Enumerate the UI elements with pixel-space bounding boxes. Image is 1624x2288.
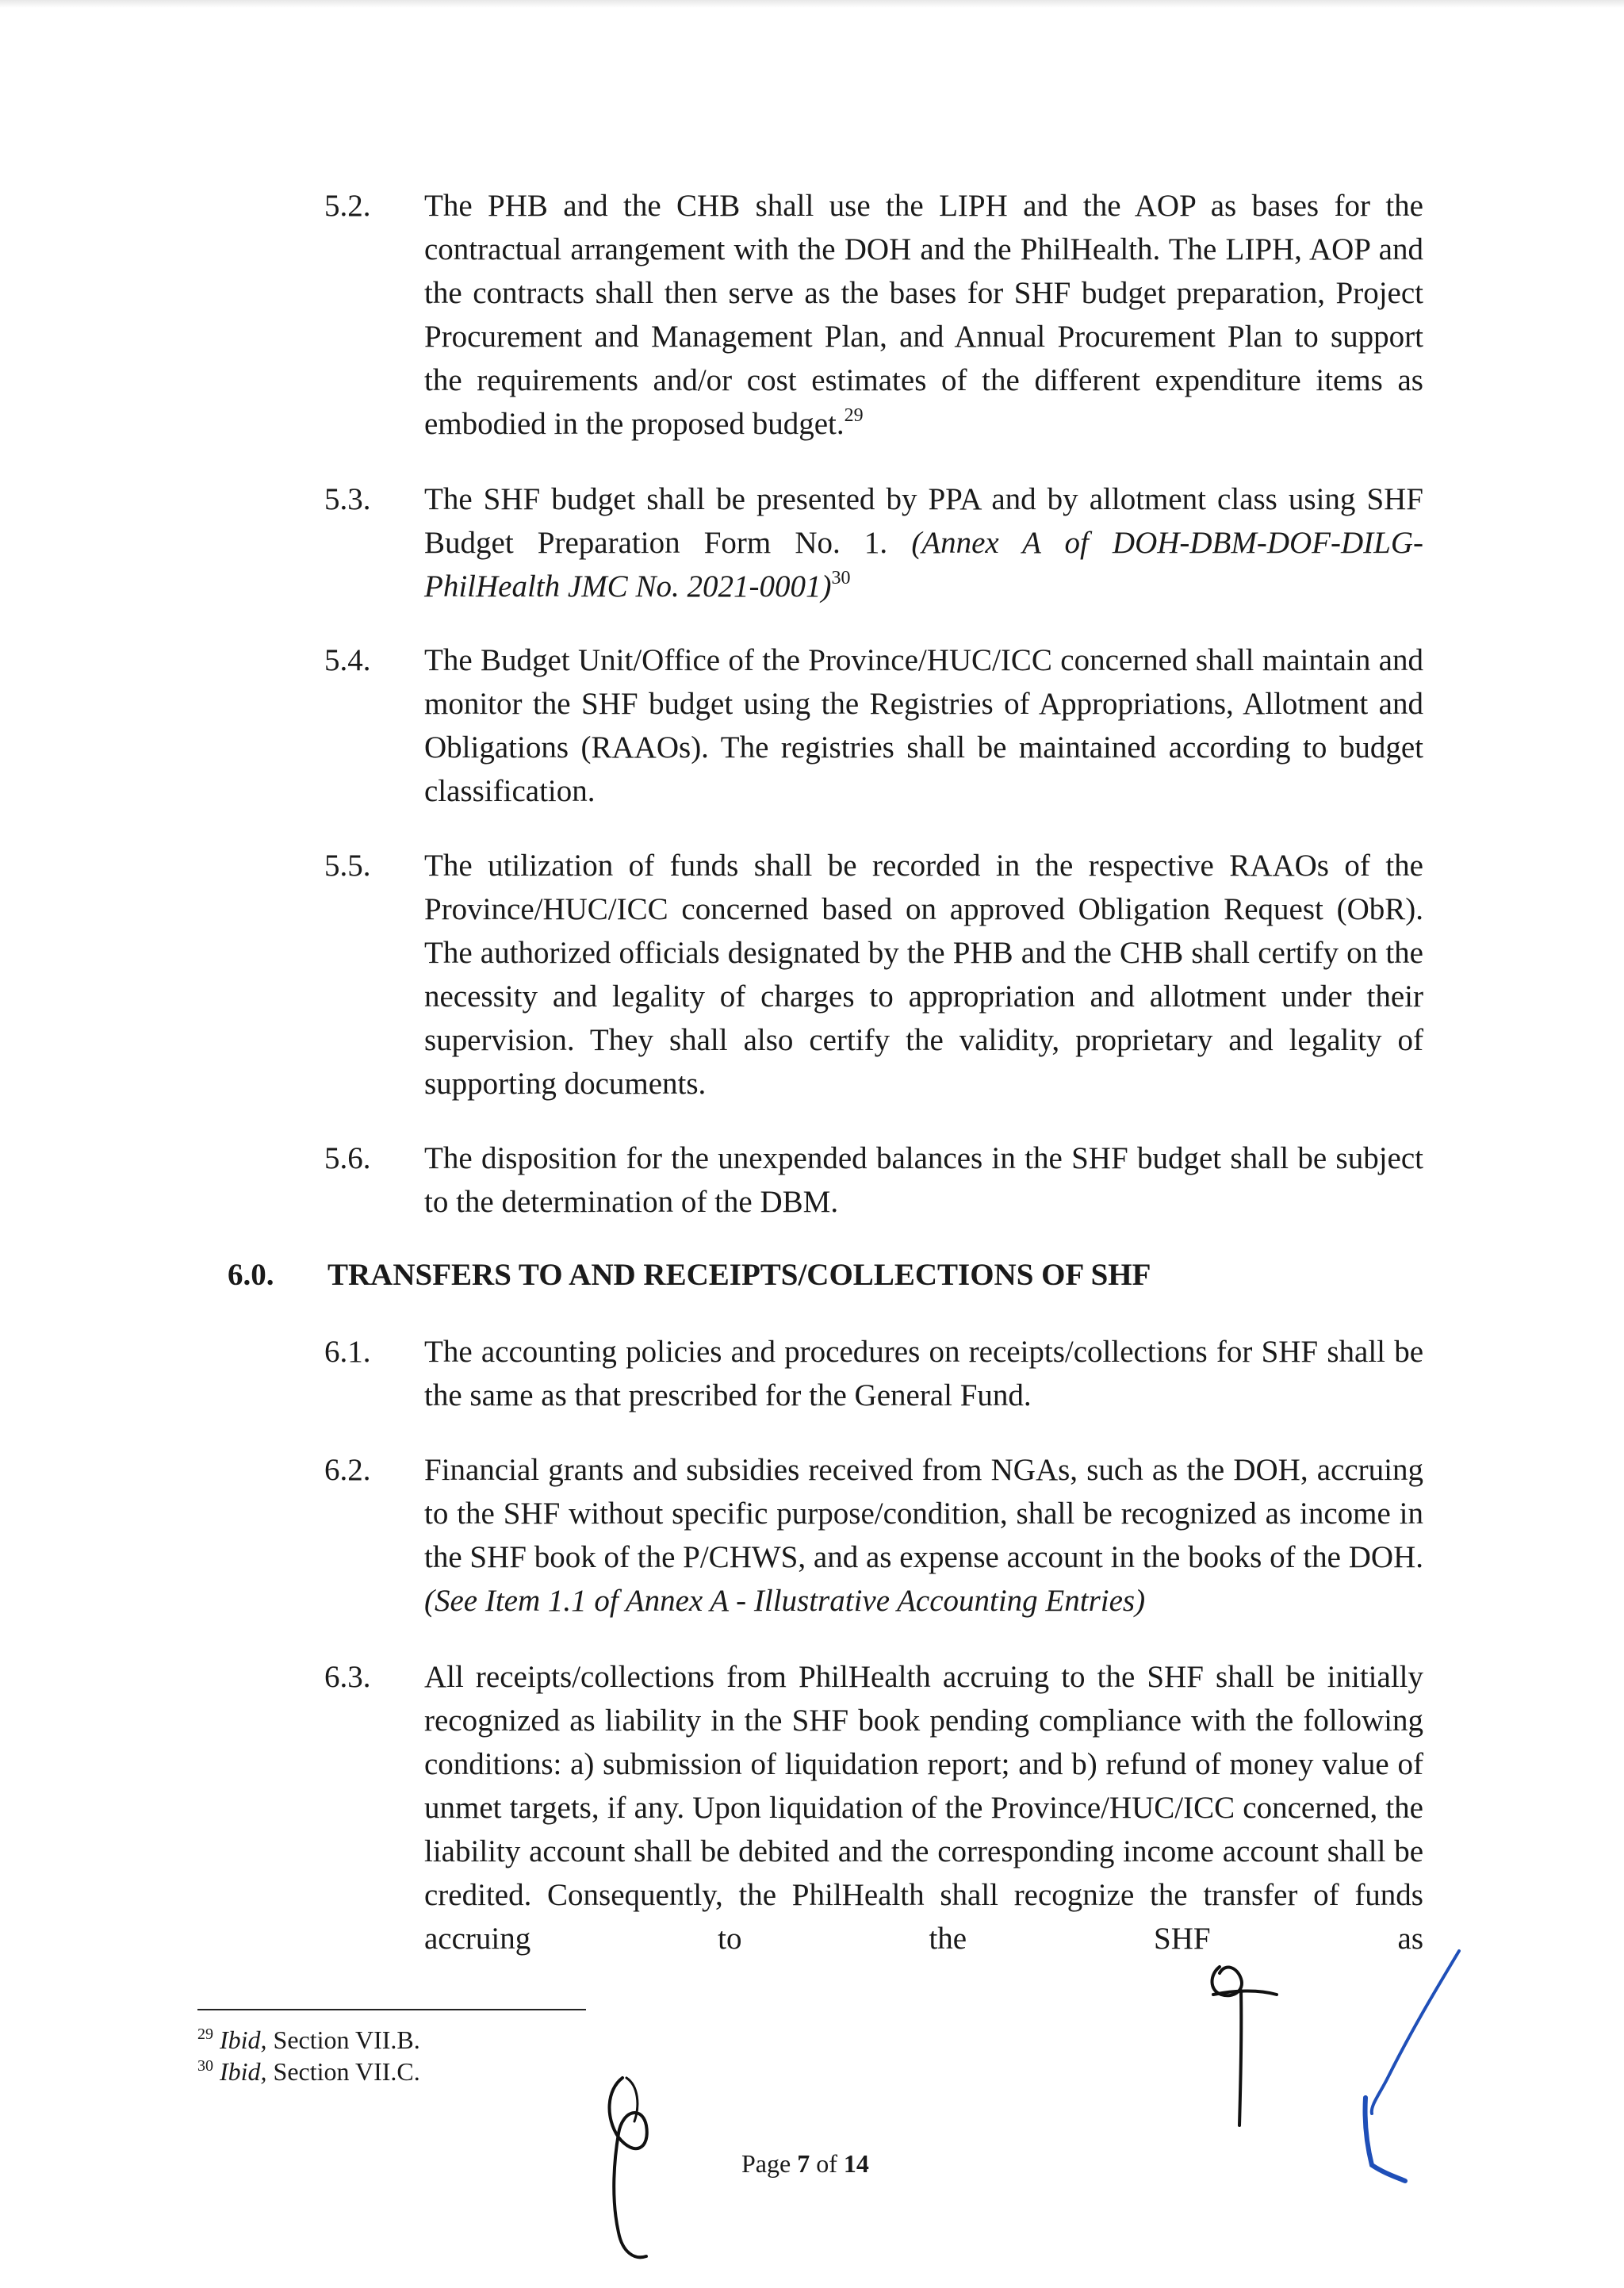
paragraph-5-4 [324, 638, 1423, 813]
paragraph-number: 5.6. [324, 1141, 371, 1175]
paragraph-text [424, 184, 1423, 446]
paragraph-number: 5.3. [324, 482, 371, 516]
initial-signature-left [591, 2062, 678, 2268]
footnote-number: 30 [197, 2057, 213, 2075]
footnote-29 [197, 2024, 420, 2056]
footnote-ibid: Ibid, [220, 2025, 267, 2054]
paragraph-body: Financial grants and subsidies received from NGAs, such as the DOH, accruing to the SHF without specific purpose/condition, shall be recognized as income in the SHF book of the P/CHWS, and as expense account in the books of the DOH. [424, 1453, 1423, 1574]
paragraph-number: 6.3. [324, 1660, 371, 1694]
paragraph-5-6 [324, 1136, 1423, 1224]
paragraph-6-3 [324, 1655, 1423, 1960]
paragraph-text: The disposition for the unexpended balances in the SHF budget shall be subject to the determination of the DBM. [424, 1141, 1423, 1219]
footnote-number: 29 [197, 2025, 213, 2043]
footnote-divider [197, 2009, 586, 2010]
paragraph-number: 5.2. [324, 189, 371, 223]
initial-signature-right-black [1197, 1951, 1293, 2133]
paragraph-5-2 [324, 184, 1423, 446]
footnote-text: Section VII.B. [266, 2025, 420, 2054]
page-current: 7 [797, 2149, 810, 2178]
paragraph-6-2 [324, 1448, 1423, 1623]
page-total: 14 [843, 2149, 869, 2178]
paragraph-body: The PHB and the CHB shall use the LIPH and the AOP as bases for the contractual arrangement with the DOH and the PhilHealth. The LIPH, AOP and the contracts shall then serve as the bases for SHF budget preparation, Project Procurement and Management Plan, and Annual Procurement Plan to support the requirements and/or cost estimates of the different expenditure items as embodied in the proposed budget. [424, 189, 1423, 441]
page-of: of [810, 2149, 844, 2178]
paragraph-italic-reference: (See Item 1.1 of Annex A - Illustrative Accounting Entries) [424, 1584, 1146, 1618]
paragraph-text: The accounting policies and procedures on receipts/collections for SHF shall be the same as that prescribed for the General Fund. [424, 1335, 1423, 1412]
page-prefix: Page [741, 2149, 798, 2178]
paragraph-5-3 [324, 477, 1423, 608]
footnote-ref: 30 [831, 568, 851, 588]
footnote-ibid: Ibid, [220, 2057, 267, 2086]
section-number: 6.0. [228, 1258, 274, 1292]
paragraph-number: 5.4. [324, 643, 371, 677]
paragraph-number: 5.5. [324, 849, 371, 883]
footnote-ref: 29 [844, 405, 864, 426]
paragraph-text [424, 1448, 1423, 1623]
paragraph-6-1 [324, 1330, 1423, 1417]
paragraph-number: 6.1. [324, 1335, 371, 1369]
paragraph-text [424, 477, 1423, 608]
paragraph-italic-reference: (Annex A of DOH-DBM-DOF-DILG-PhilHealth JMC No. 2021-0001) [424, 526, 1423, 604]
paragraph-5-5 [324, 844, 1423, 1106]
paragraph-number: 6.2. [324, 1453, 371, 1487]
paragraph-text: The Budget Unit/Office of the Province/HUC/ICC concerned shall maintain and monitor the SHF budget using the Registries of Appropriations, Allotment and Obligations (RAAOs). The registries shall be maintained according to budget classification. [424, 643, 1423, 808]
section-title: TRANSFERS TO AND RECEIPTS/COLLECTIONS OF SHF [327, 1258, 1151, 1292]
paragraph-body: The SHF budget shall be presented by PPA and by allotment class using SHF Budget Preparation Form No. 1. [424, 482, 1423, 560]
scan-edge-shade [0, 0, 1624, 8]
paragraph-text: All receipts/collections from PhilHealth accruing to the SHF shall be initially recognized as liability in the SHF book pending compliance with the following conditions: a) submission of liquidation report; and b) refund of money value of unmet targets, if any. Upon liquidation of the Province/HUC/ICC concerned, the liability account shall be debited and the corresponding income account shall be credited. Consequently, the PhilHealth shall recognize the transfer of funds accruing to the SHF as [424, 1660, 1423, 1956]
page-number [741, 2149, 869, 2179]
footnote-30 [197, 2056, 420, 2087]
initial-signature-right-blue [1348, 1943, 1467, 2197]
paragraph-text: The utilization of funds shall be recorded in the respective RAAOs of the Province/HUC/ICC concerned based on approved Obligation Request (ObR). The authorized officials designated by the PHB and the CHB shall certify on the necessity and legality of charges to appropriation and allotment under their supervision. They shall also certify the validity, proprietary and legality of supporting documents. [424, 849, 1423, 1101]
footnote-text: Section VII.C. [266, 2057, 420, 2086]
